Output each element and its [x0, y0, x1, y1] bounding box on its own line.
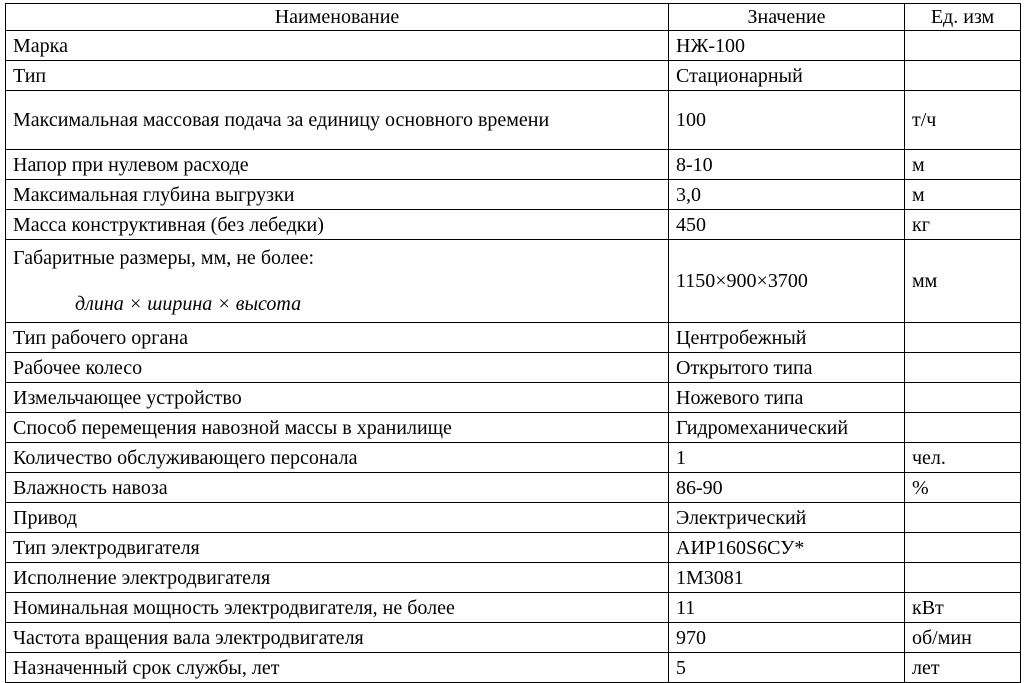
- table-row: [6, 353, 1021, 383]
- row-name-cell: [6, 240, 669, 323]
- row-name: Тип: [6, 61, 669, 91]
- row-unit: об/мин: [905, 623, 1021, 653]
- table-row: [6, 593, 1021, 623]
- row-unit: лет: [905, 653, 1021, 683]
- row-value: 1150×900×3700: [669, 240, 905, 323]
- table-row: [6, 61, 1021, 91]
- row-name: Привод: [6, 503, 669, 533]
- row-unit: [905, 61, 1021, 91]
- row-name: Измельчающее устройство: [6, 383, 669, 413]
- row-value: НЖ-100: [669, 31, 905, 61]
- table-row: [6, 473, 1021, 503]
- header-name: Наименование: [6, 4, 669, 31]
- row-name: Тип рабочего органа: [6, 323, 669, 353]
- table-row: [6, 383, 1021, 413]
- row-value: 970: [669, 623, 905, 653]
- row-value: Открытого типа: [669, 353, 905, 383]
- row-unit: [905, 353, 1021, 383]
- row-unit: [905, 31, 1021, 61]
- row-name: Габаритные размеры, мм, не более:: [13, 247, 315, 269]
- row-unit: [905, 323, 1021, 353]
- row-name: Тип электродвигателя: [6, 533, 669, 563]
- row-unit: кВт: [905, 593, 1021, 623]
- row-unit: [905, 533, 1021, 563]
- row-name: Исполнение электродвигателя: [6, 563, 669, 593]
- table-row: [6, 533, 1021, 563]
- table-row: [6, 443, 1021, 473]
- table-row: [6, 503, 1021, 533]
- row-value: 86-90: [669, 473, 905, 503]
- row-value: Центробежный: [669, 323, 905, 353]
- row-unit: [905, 413, 1021, 443]
- row-name: Назначенный срок службы, лет: [6, 653, 669, 683]
- table-row: [6, 563, 1021, 593]
- table-row: [6, 413, 1021, 443]
- row-name: Частота вращения вала электродвигателя: [6, 623, 669, 653]
- row-unit: чел.: [905, 443, 1021, 473]
- table-row: [6, 623, 1021, 653]
- table-row: [6, 323, 1021, 353]
- header-unit: Ед. изм: [905, 4, 1021, 31]
- row-value: Электрический: [669, 503, 905, 533]
- row-name: Максимальная глубина выгрузки: [6, 180, 669, 210]
- row-value: 1М3081: [669, 563, 905, 593]
- table-row: [6, 240, 1021, 323]
- table-row: [6, 31, 1021, 61]
- row-name: Способ перемещения навозной массы в хранилище: [6, 413, 669, 443]
- row-value: 5: [669, 653, 905, 683]
- row-unit: мм: [905, 240, 1021, 323]
- row-value: 1: [669, 443, 905, 473]
- row-value: 11: [669, 593, 905, 623]
- row-name: Максимальная массовая подача за единицу основного времени: [6, 91, 669, 150]
- table-row: [6, 653, 1021, 683]
- row-name: Напор при нулевом расходе: [6, 150, 669, 180]
- row-unit: [905, 383, 1021, 413]
- row-unit: м: [905, 150, 1021, 180]
- row-unit: кг: [905, 210, 1021, 240]
- row-value: 450: [669, 210, 905, 240]
- table-row: [6, 150, 1021, 180]
- row-unit: [905, 563, 1021, 593]
- row-unit: т/ч: [905, 91, 1021, 150]
- row-name: Влажность навоза: [6, 473, 669, 503]
- row-name: Количество обслуживающего персонала: [6, 443, 669, 473]
- specifications-table: [5, 3, 1021, 683]
- row-subname: длина × ширина × высота: [75, 293, 302, 315]
- row-unit: [905, 503, 1021, 533]
- header-row: [6, 4, 1021, 31]
- table-row: [6, 91, 1021, 150]
- header-value: Значение: [669, 4, 905, 31]
- row-name: Марка: [6, 31, 669, 61]
- table-row: [6, 210, 1021, 240]
- row-value: 8-10: [669, 150, 905, 180]
- row-name: Масса конструктивная (без лебедки): [6, 210, 669, 240]
- row-value: Гидромеханический: [669, 413, 905, 443]
- row-name: Номинальная мощность электродвигателя, не более: [6, 593, 669, 623]
- row-value: Ножевого типа: [669, 383, 905, 413]
- row-unit: %: [905, 473, 1021, 503]
- row-unit: м: [905, 180, 1021, 210]
- row-value: 3,0: [669, 180, 905, 210]
- row-value: АИР160S6СУ*: [669, 533, 905, 563]
- row-value: 100: [669, 91, 905, 150]
- table-row: [6, 180, 1021, 210]
- row-value: Стационарный: [669, 61, 905, 91]
- row-name: Рабочее колесо: [6, 353, 669, 383]
